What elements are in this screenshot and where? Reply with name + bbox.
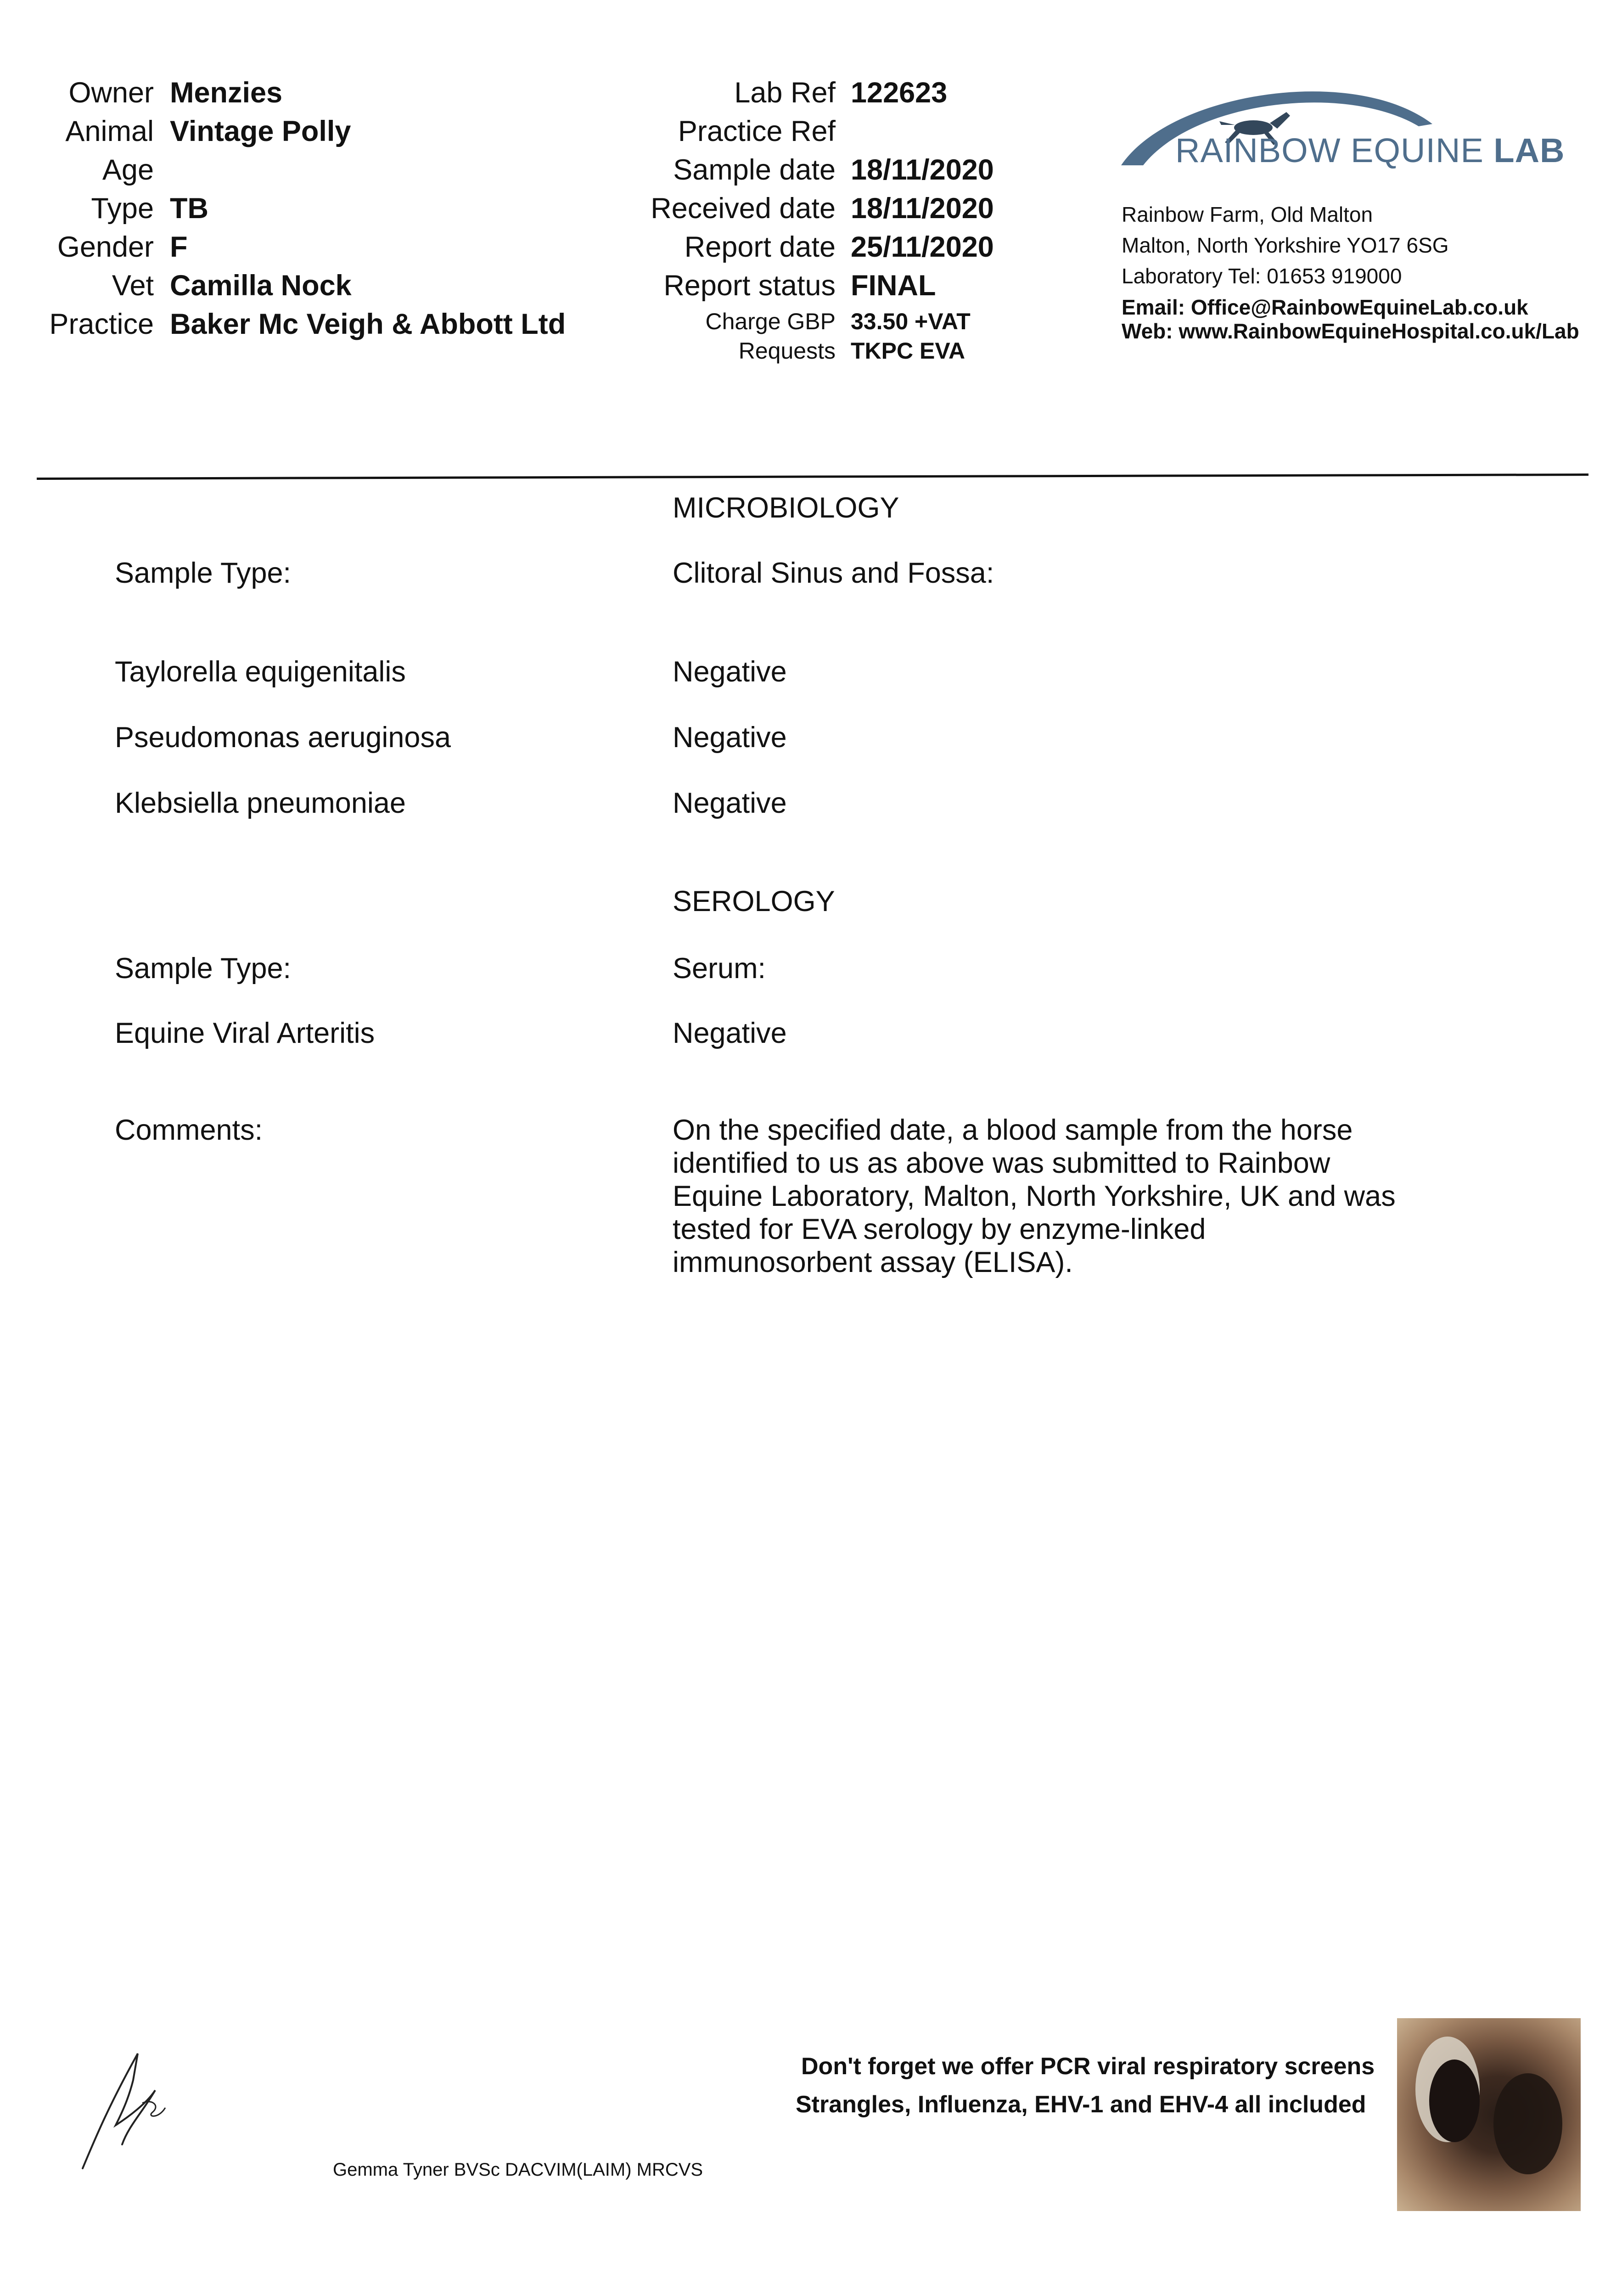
received-date-value: 18/11/2020	[851, 192, 994, 225]
sero-sample-type-label: Sample Type:	[115, 952, 292, 985]
owner-value: Menzies	[170, 77, 283, 109]
comments-text: On the specified date, a blood sample from the horse identified to us as above was submitted to Rainbow Equine Laboratory, Malton, North Yorkshire, UK and was tested for EVA serology by enzyme-linked immunosorbent assay (ELISA).	[673, 1114, 1396, 1278]
horse-nose-photo	[1397, 2018, 1581, 2211]
promo-line-1: Don't forget we offer PCR viral respiratory screens	[801, 2053, 1375, 2080]
promo-line-2: Strangles, Influenza, EHV-1 and EHV-4 all included	[796, 2091, 1366, 2118]
type-label: Type	[91, 192, 154, 225]
signature-icon	[78, 2048, 170, 2172]
gender-label: Gender	[57, 231, 154, 263]
test-name: Pseudomonas aeruginosa	[115, 721, 451, 754]
report-date-label: Report date	[684, 231, 836, 263]
test-name: Taylorella equigenitalis	[115, 656, 406, 688]
signatory-name: Gemma Tyner BVSc DACVIM(LAIM) MRCVS	[333, 2160, 703, 2180]
test-result: Negative	[673, 787, 787, 819]
test-name: Equine Viral Arteritis	[115, 1017, 375, 1049]
age-label: Age	[102, 154, 154, 186]
comments-label: Comments:	[115, 1114, 263, 1146]
lab-website[interactable]: Web: www.RainbowEquineHospital.co.uk/Lab	[1122, 319, 1579, 343]
practice-label: Practice	[49, 308, 154, 340]
sample-date-label: Sample date	[673, 154, 836, 186]
brand-name-regular: RAINBOW EQUINE	[1175, 131, 1494, 169]
lab-email[interactable]: Email: Office@RainbowEquineLab.co.uk	[1122, 295, 1528, 319]
charge-value: 33.50 +VAT	[851, 309, 971, 334]
type-value: TB	[170, 192, 208, 225]
test-name: Klebsiella pneumoniae	[115, 787, 406, 819]
lab-ref-label: Lab Ref	[734, 77, 836, 109]
report-status-label: Report status	[663, 270, 836, 302]
address-line-1: Rainbow Farm, Old Malton	[1122, 203, 1373, 226]
brand-name	[1175, 131, 1565, 170]
requests-label: Requests	[738, 338, 836, 364]
animal-value: Vintage Polly	[170, 115, 351, 147]
test-result: Negative	[673, 1017, 787, 1049]
micro-sample-type-label: Sample Type:	[115, 557, 292, 589]
address-line-3: Laboratory Tel: 01653 919000	[1122, 264, 1402, 288]
animal-label: Animal	[65, 115, 154, 147]
serology-heading: SEROLOGY	[673, 885, 835, 917]
brand-name-bold: LAB	[1493, 131, 1565, 169]
charge-label: Charge GBP	[705, 309, 836, 334]
sero-sample-type-value: Serum:	[673, 952, 766, 985]
test-result: Negative	[673, 721, 787, 754]
lab-ref-value: 122623	[851, 77, 948, 109]
report-date-value: 25/11/2020	[851, 231, 994, 263]
test-result: Negative	[673, 656, 787, 688]
requests-value: TKPC EVA	[851, 338, 965, 364]
received-date-label: Received date	[651, 192, 836, 225]
gender-value: F	[170, 231, 188, 263]
practice-value: Baker Mc Veigh & Abbott Ltd	[170, 308, 566, 340]
vet-label: Vet	[112, 270, 154, 302]
report-status-value: FINAL	[851, 270, 936, 302]
microbiology-heading: MICROBIOLOGY	[673, 492, 899, 524]
header-divider	[37, 473, 1588, 480]
vet-value: Camilla Nock	[170, 270, 352, 302]
practice-ref-label: Practice Ref	[678, 115, 836, 147]
sample-date-value: 18/11/2020	[851, 154, 994, 186]
micro-sample-type-value: Clitoral Sinus and Fossa:	[673, 557, 994, 589]
owner-label: Owner	[68, 77, 154, 109]
address-line-2: Malton, North Yorkshire YO17 6SG	[1122, 233, 1449, 257]
